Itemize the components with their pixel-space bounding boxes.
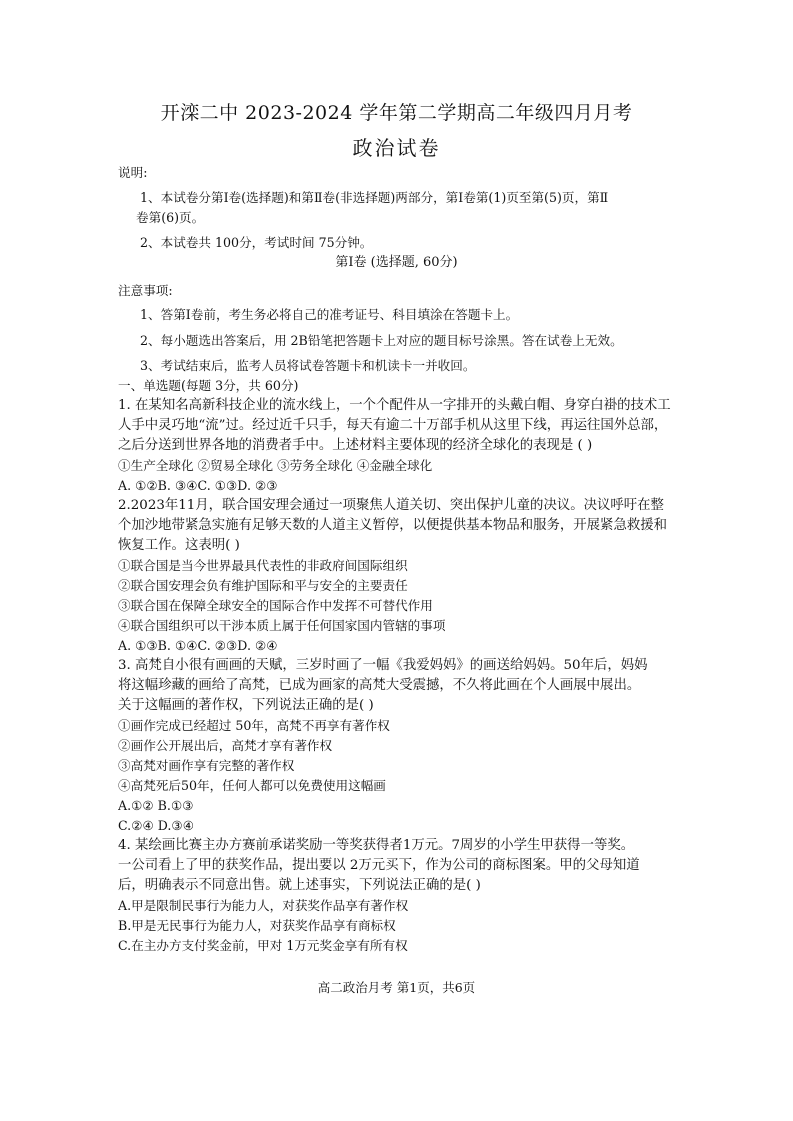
q1-options: ①生产全球化 ②贸易全球化 ③劳务全球化 ④金融全球化: [118, 458, 433, 473]
section1-heading: 一、单选题(每题 3分，共 60分): [118, 378, 299, 393]
q3-answers-line-2: C.②④ D.③④: [118, 818, 195, 833]
q3-line-3: 关于这幅画的著作权，下列说法正确的是( ): [118, 698, 374, 713]
q3-option-2: ②画作公开展出后，高梵才享有著作权: [118, 738, 333, 753]
note-3: 3、考试结束后，监考人员将试卷答题卡和机读卡一并收回。: [140, 358, 476, 373]
note-1: 1、答第Ⅰ卷前，考生务必将自己的准考证号、科目填涂在答题卡上。: [140, 307, 519, 322]
exam-subtitle: 政治试卷: [352, 136, 441, 160]
q3-line-1: 3. 高梵自小很有画画的天赋，三岁时画了一幅《我爱妈妈》的画送给妈妈。50年后，妈妈: [118, 658, 648, 673]
exam-title: 开滦二中 2023-2024 学年第二学期高二年级四月月考: [160, 102, 633, 124]
q2-line-1: 2.2023年11月，联合国安理会通过一项聚焦人道关切、突出保护儿童的决议。决议呼吁在整: [118, 498, 664, 513]
page-footer: 高二政治月考 第1页，共6页: [317, 980, 476, 995]
q2-option-3: ③联合国在保障全球安全的国际合作中发挥不可替代作用: [118, 598, 433, 613]
q2-option-1: ①联合国是当今世界最具代表性的非政府间国际组织: [118, 558, 408, 573]
q3-option-1: ①画作完成已经超过 50年，高梵不再享有著作权: [118, 718, 390, 733]
q4-option-b: B.甲是无民事行为能力人，对获奖作品享有商标权: [118, 918, 396, 933]
q3-answers-line-1: A.①② B.①③: [118, 798, 194, 813]
q1-line-3: 之后分送到世界各地的消费者手中。上述材料主要体现的经济全球化的表现是 ( ): [118, 438, 593, 453]
q4-option-c: C.在主办方支付奖金前，甲对 1万元奖金享有所有权: [118, 938, 408, 953]
q4-option-a: A.甲是限制民事行为能力人，对获奖作品享有著作权: [118, 898, 409, 913]
part1-heading: 第Ⅰ卷 (选择题, 60分): [335, 255, 458, 270]
q4-line-3: 后，明确表示不同意出售。就上述事实，下列说法正确的是( ): [118, 878, 481, 893]
instructions-label: 说明:: [118, 165, 148, 180]
q1-line-1: 1. 在某知名高新科技企业的流水线上，一个个配件从一字排开的头戴白帽、身穿白褂的技术工: [118, 398, 671, 413]
instruction-1-line-2: 卷第(6)页。: [136, 210, 205, 225]
q2-option-2: ②联合国安理会负有维护国际和平与安全的主要责任: [118, 578, 408, 593]
q3-line-2: 将这幅珍藏的画给了高梵，已成为画家的高梵大受震撼，不久将此画在个人画展中展出。: [118, 678, 641, 693]
notes-label: 注意事项:: [118, 283, 173, 298]
q4-line-2: 一公司看上了甲的获奖作品，提出要以 2万元买下，作为公司的商标图案。甲的父母知道: [118, 858, 640, 873]
q3-option-4: ④高梵死后50年，任何人都可以免费使用这幅画: [118, 778, 386, 793]
q1-answers: A. ①②B. ③④C. ①③D. ②③: [118, 478, 278, 493]
instruction-2: 2、本试卷共 100分，考试时间 75分钟。: [140, 235, 373, 250]
q2-line-3: 恢复工作。这表明( ): [118, 538, 240, 553]
q4-line-1: 4. 某绘画比赛主办方赛前承诺奖励一等奖获得者1万元。7周岁的小学生甲获得一等奖。: [118, 838, 635, 853]
note-2: 2、每小题选出答案后，用 2B铅笔把答题卡上对应的题目标号涂黑。答在试卷上无效。: [140, 333, 623, 348]
instruction-1-line-1: 1、本试卷分第Ⅰ卷(选择题)和第Ⅱ卷(非选择题)两部分，第Ⅰ卷第(1)页至第(5)页，第Ⅱ: [140, 190, 609, 205]
q2-option-4: ④联合国组织可以干涉本质上属于任何国家国内管辖的事项: [118, 618, 446, 633]
q1-line-2: 人手中灵巧地“流”过。经过近千只手，每天有逾二十万部手机从这里下线，再运往国外总部，: [118, 418, 668, 433]
q3-option-3: ③高梵对画作享有完整的著作权: [118, 758, 295, 773]
q2-answers: A. ①③B. ①④C. ②③D. ②④: [118, 638, 278, 653]
q2-line-2: 个加沙地带紧急实施有足够天数的人道主义暂停，以便提供基本物品和服务，开展紧急救援和: [118, 518, 668, 533]
